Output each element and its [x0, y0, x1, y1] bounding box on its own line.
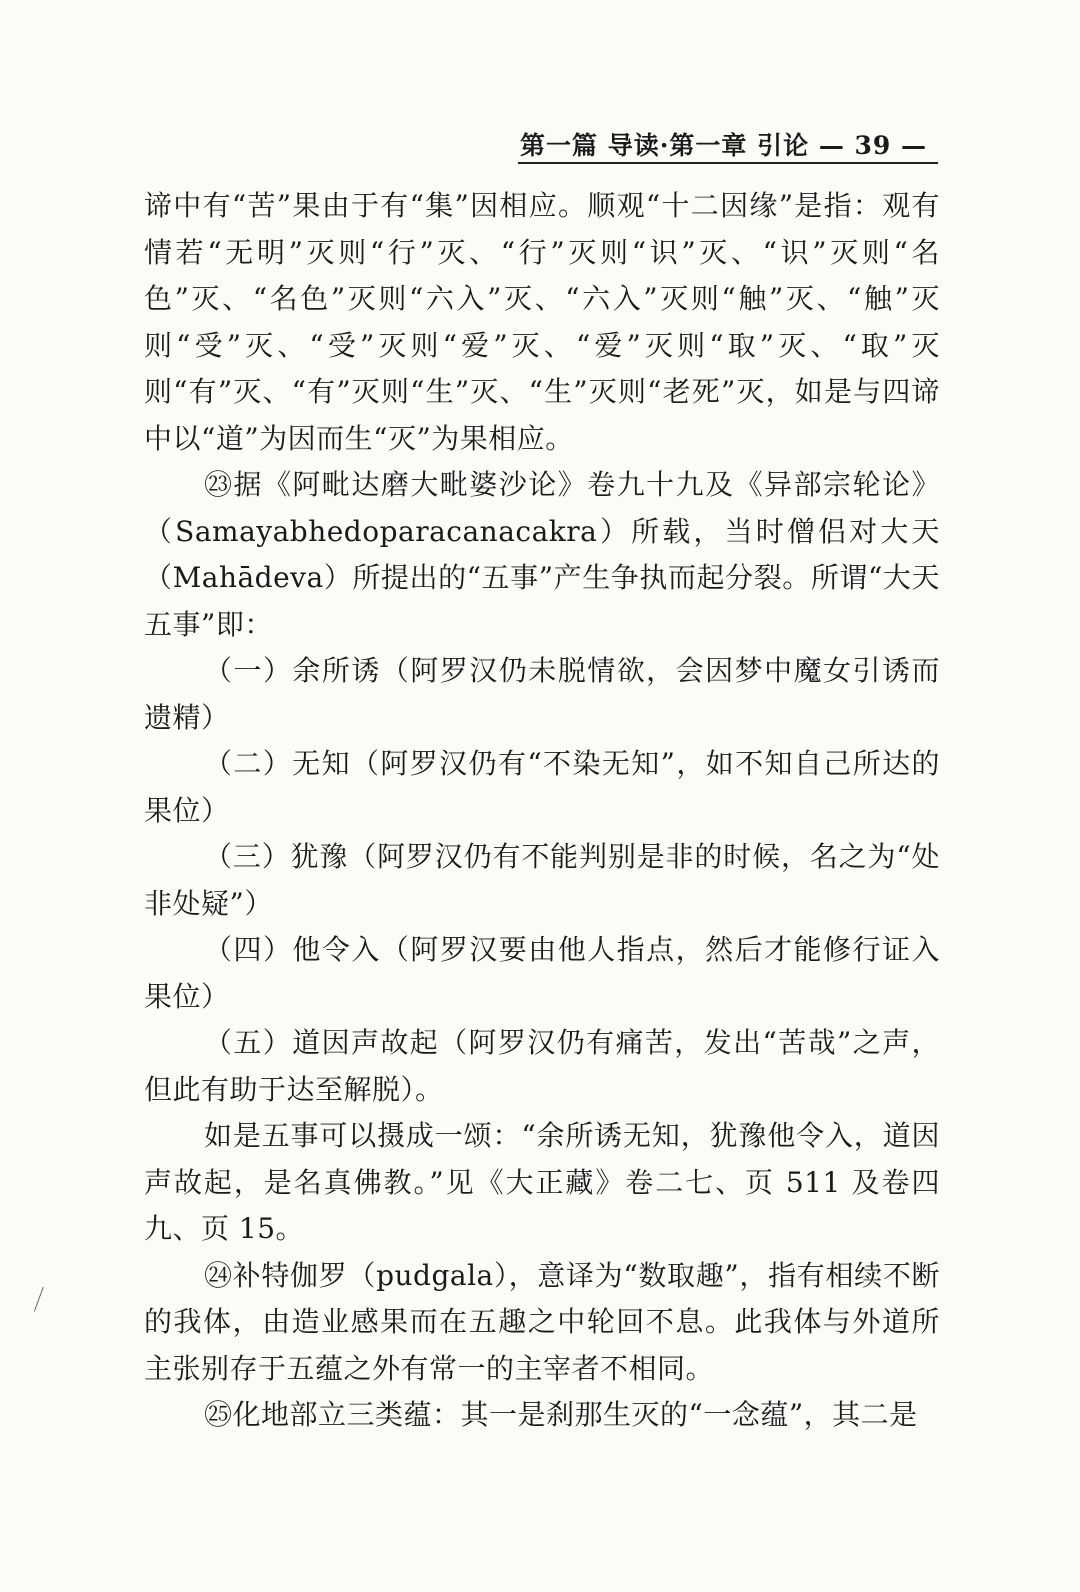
note-25: ㉕化地部立三类蕴：其一是刹那生灭的“一念蕴”，其二是 [204, 1398, 918, 1431]
note-23: ㉓据《阿毗达磨大毗婆沙论》卷九十九及《异部宗轮论》（Samayabhedoparacanacakra）所载，当时僧侣对大天（Mahādeva）所提出的“五事”产生争执而起分裂。所谓“大天五事”即： [144, 468, 940, 641]
five-points-item-2: （二）无知（阿罗汉仍有“不染无知”，如不知自己所达的果位） [144, 747, 940, 827]
running-header: 第一篇 导读·第一章 引论 — 39 — [520, 131, 928, 160]
five-points-item-5: （五）道因声故起（阿罗汉仍有痛苦，发出“苦哉”之声，但此有助于达至解脱）。 [144, 1026, 940, 1106]
paragraph-twelve-links: 谛中有“苦”果由于有“集”因相应。顺观“十二因缘”是指：观有情若“无明”灭则“行”灭、“行”灭则“识”灭、“识”灭则“名色”灭、“名色”灭则“六入”灭、“六入”灭则“触”灭、“触”灭则“受”灭、“受”灭则“爱”灭、“爱”灭则“取”灭、“取”灭则“有”灭、“有”灭则“生”灭、“生”灭则“老死”灭，如是与四谛中以“道”为因而生“灭”为果相应。 [144, 189, 940, 455]
five-points-item-4: （四）他令入（阿罗汉要由他人指点，然后才能修行证入果位） [144, 933, 940, 1013]
five-points-item-3: （三）犹豫（阿罗汉仍有不能判别是非的时候，名之为“处非处疑”） [144, 840, 940, 920]
margin-pencil-mark [34, 1287, 53, 1315]
page-body [144, 183, 940, 1439]
five-points-item-1: （一）余所诱（阿罗汉仍未脱情欲，会因梦中魔女引诱而遗精） [144, 654, 940, 734]
verse-summary: 如是五事可以摄成一颂：“余所诱无知，犹豫他令入，道因声故起，是名真佛教。”见《大正藏》卷二七、页 511 及卷四九、页 15。 [144, 1119, 940, 1245]
header-rule [518, 162, 938, 164]
note-24: ㉔补特伽罗（pudgala），意译为“数取趣”，指有相续不断的我体，由造业感果而在五趣之中轮回不息。此我体与外道所主张别存于五蕴之外有常一的主宰者不相同。 [144, 1258, 940, 1385]
